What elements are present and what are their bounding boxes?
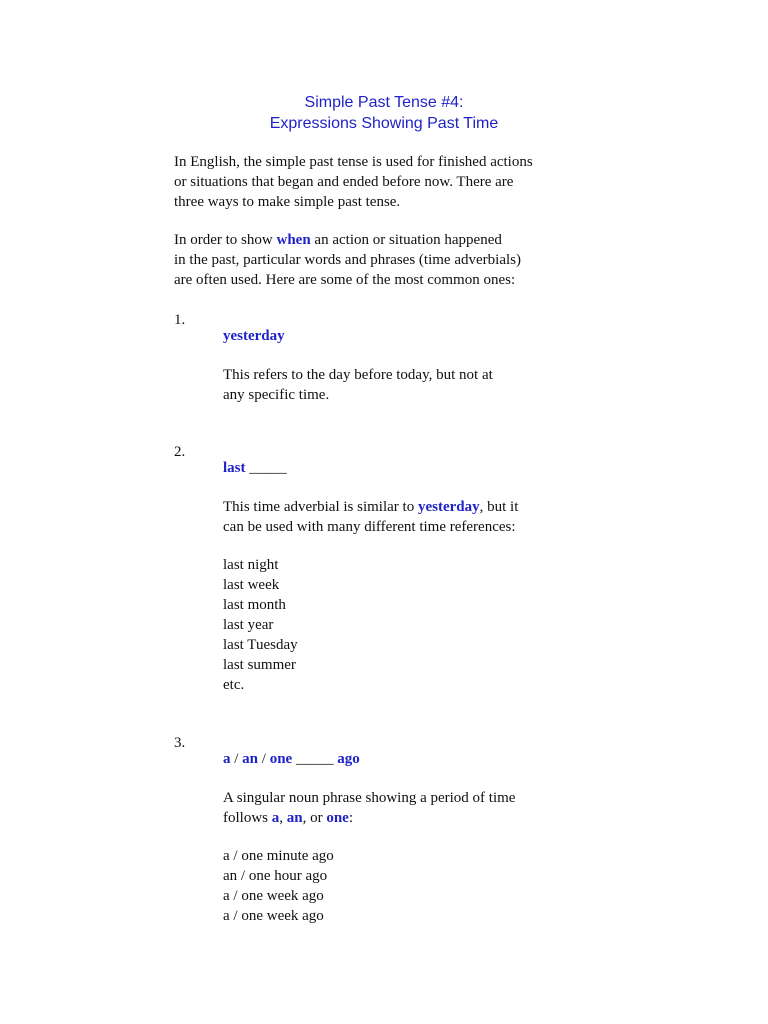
intro-line: or situations that began and ended before now. There are: [174, 174, 514, 190]
item-3-examples: [223, 846, 334, 926]
example-item: a / one week ago: [223, 888, 324, 904]
when-line-2: in the past, particular words and phrases (time adverbials): [174, 252, 521, 268]
item-3-desc-one: one: [326, 810, 349, 826]
item-3-heading-a: a: [223, 751, 231, 767]
item-3-number: 3.: [174, 735, 186, 751]
item-3-heading-sep: /: [258, 751, 270, 767]
title-line-2: Expressions Showing Past Time: [269, 115, 499, 132]
item-3-desc-comma: ,: [279, 810, 287, 826]
example-item: etc.: [223, 677, 245, 693]
item-3-desc-an: an: [286, 810, 303, 826]
item-2-number: 2.: [174, 444, 186, 460]
item-3-heading-one: one: [269, 751, 293, 767]
item-2-desc-post: , but it: [479, 499, 519, 515]
item-1-heading: yesterday: [223, 328, 285, 344]
intro-line: In English, the simple past tense is used for finished actions: [174, 154, 533, 170]
item-1-desc-line: any specific time.: [223, 387, 330, 403]
item-3-desc-or: , or: [302, 810, 327, 826]
when-line-3: are often used. Here are some of the most common ones:: [174, 272, 516, 288]
example-item: a / one week ago: [223, 908, 324, 924]
item-3-heading-sep: /: [230, 751, 243, 767]
intro-line: three ways to make simple past tense.: [174, 194, 401, 210]
item-2-examples: [223, 555, 298, 695]
intro-paragraph: [174, 152, 533, 212]
when-line-1-post: an action or situation happened: [310, 232, 502, 248]
when-line-1-pre: In order to show: [174, 232, 277, 248]
item-2-desc-line-1: [223, 497, 518, 517]
item-2-desc-pre: This time adverbial is similar to: [223, 499, 418, 515]
item-3-heading-an: an: [242, 751, 259, 767]
title-line-1: Simple Past Tense #4:: [304, 94, 464, 111]
item-3-desc-pre: follows: [223, 810, 272, 826]
example-item: last month: [223, 597, 286, 613]
example-item: an / one hour ago: [223, 868, 328, 884]
item-3-heading-ago: ago: [337, 751, 360, 767]
example-item: last Tuesday: [223, 637, 298, 653]
item-2-description: [223, 497, 518, 537]
item-2-heading: [223, 458, 287, 478]
item-2-heading-last: last: [223, 460, 246, 476]
example-item: last summer: [223, 657, 296, 673]
item-2-heading-blank: _____: [245, 460, 287, 476]
item-3-description: [223, 788, 515, 828]
example-item: last year: [223, 617, 274, 633]
example-item: last night: [223, 557, 279, 573]
item-3-heading-blank: _____: [292, 751, 338, 767]
example-item: last week: [223, 577, 280, 593]
item-3-desc-line-2: [223, 808, 515, 828]
item-2-desc-line-2: can be used with many different time references:: [223, 519, 516, 535]
item-1-desc-line: This refers to the day before today, but not at: [223, 367, 493, 383]
example-item: a / one minute ago: [223, 848, 334, 864]
item-2-desc-yesterday: yesterday: [417, 499, 480, 515]
when-highlight: when: [276, 232, 311, 248]
item-1-number: 1.: [174, 312, 186, 328]
when-line-1: [174, 230, 521, 250]
item-3-desc-line-1: A singular noun phrase showing a period of time: [223, 790, 516, 806]
item-3-desc-colon: :: [348, 810, 354, 826]
item-3-desc-a: a: [271, 810, 280, 826]
when-paragraph: [174, 230, 521, 290]
item-3-heading: [223, 749, 360, 769]
item-1-description: [223, 365, 493, 405]
